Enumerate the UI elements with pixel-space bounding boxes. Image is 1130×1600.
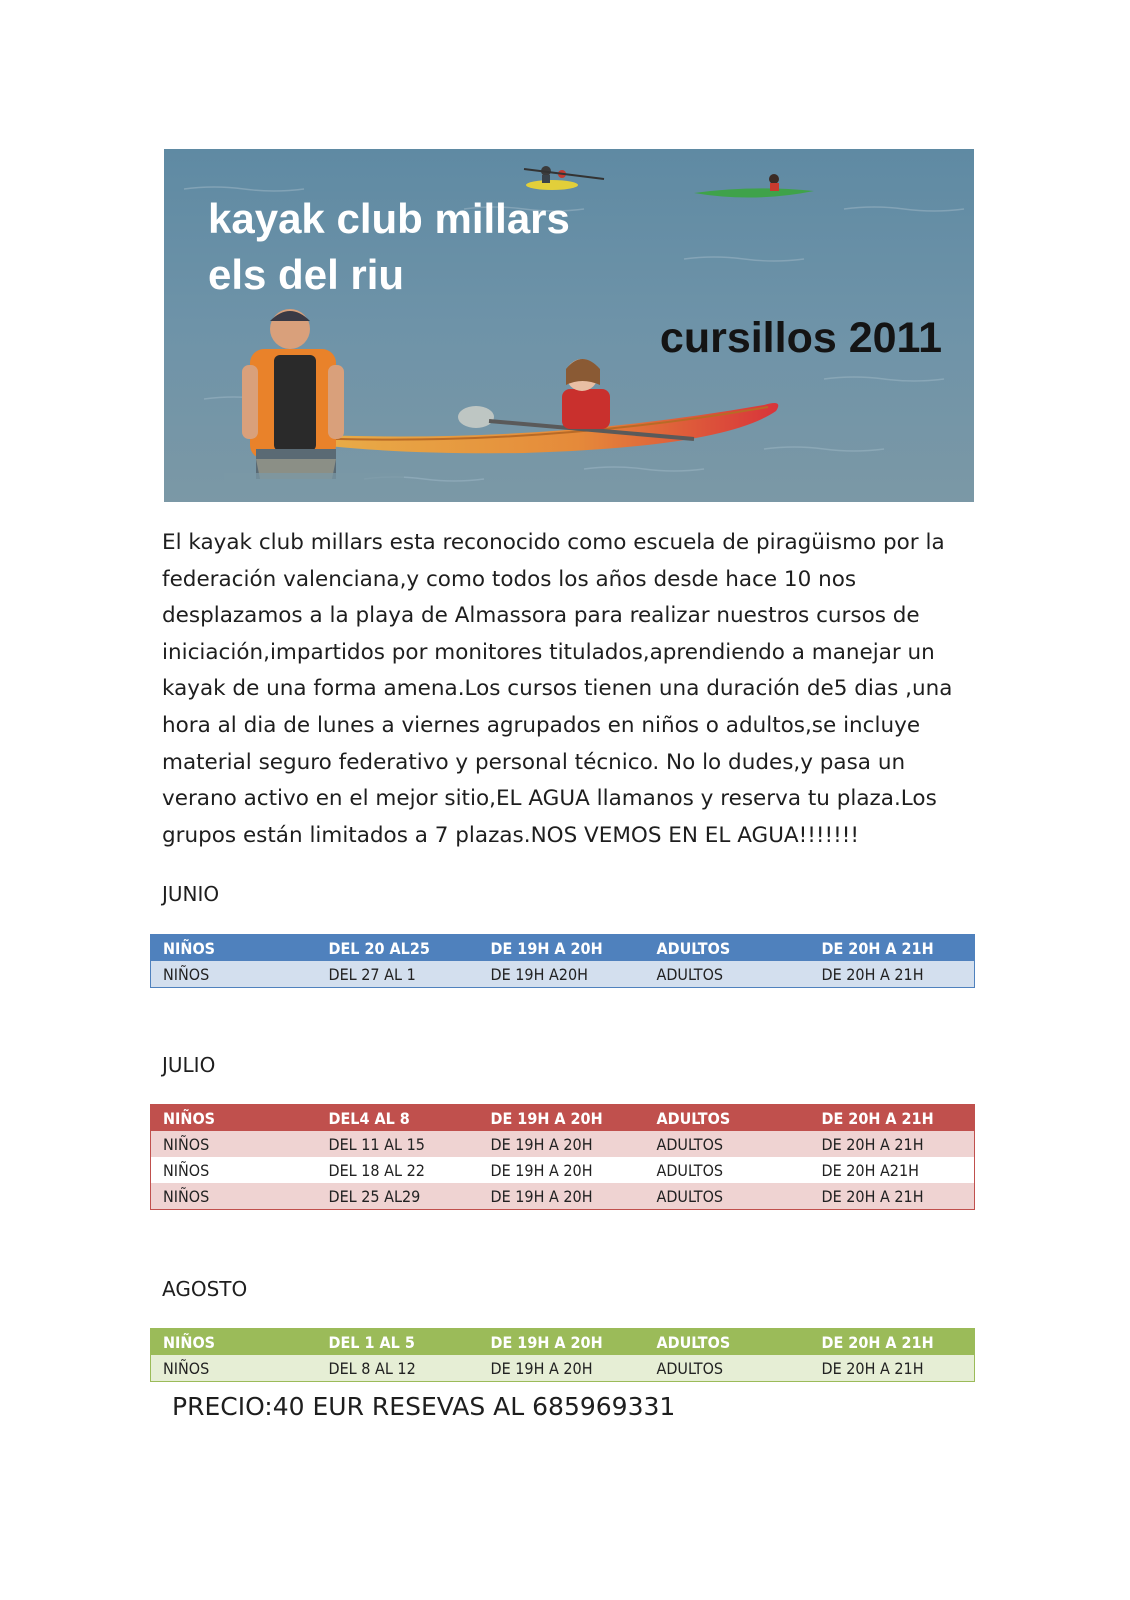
banner-photo (164, 149, 974, 502)
table-cell: DEL4 AL 8 (317, 1105, 479, 1132)
table-cell: ADULTOS (645, 961, 810, 988)
intro-line: material seguro federativo y personal técnico. No lo dudes,y pasa un (162, 749, 906, 775)
table-cell: NIÑOS (151, 935, 317, 962)
table-cell: NIÑOS (151, 1105, 317, 1132)
table-cell: DE 20H A 21H (810, 1131, 975, 1157)
table-cell: NIÑOS (151, 961, 317, 988)
table-header-row (151, 1329, 975, 1356)
intro-line: federación valenciana,y como todos los años desde hace 10 nos (162, 566, 857, 592)
table-row (151, 961, 975, 988)
table-cell: DE 19H A20H (479, 961, 645, 988)
intro-line: grupos están limitados a 7 plazas.NOS VEMOS EN EL AGUA!!!!!!! (162, 822, 859, 848)
table-cell: NIÑOS (151, 1329, 317, 1356)
schedule-table-agosto (150, 1328, 975, 1382)
table-cell: DEL 18 AL 22 (317, 1157, 479, 1183)
table-cell: DE 20H A21H (810, 1157, 975, 1183)
table-cell: DE 20H A 21H (810, 1183, 975, 1210)
table-cell: DE 19H A 20H (479, 1157, 645, 1183)
table-cell: NIÑOS (151, 1131, 317, 1157)
price-and-reservation: PRECIO:40 EUR RESEVAS AL 685969331 (172, 1392, 676, 1421)
table-cell: DE 20H A 21H (810, 935, 975, 962)
banner-title-line-1: kayak club millars (208, 195, 570, 242)
schedule-table-julio (150, 1104, 975, 1210)
table-cell: DEL 1 AL 5 (317, 1329, 479, 1356)
table-row (151, 1183, 975, 1210)
month-heading-junio: JUNIO (162, 882, 220, 906)
table-row (151, 1131, 975, 1157)
intro-line: hora al dia de lunes a viernes agrupados en niños o adultos,se incluye (162, 712, 921, 738)
intro-line: kayak de una forma amena.Los cursos tienen una duración de5 dias ,una (162, 676, 953, 702)
table-cell: DE 19H A 20H (479, 935, 645, 962)
table-cell: ADULTOS (645, 1329, 810, 1356)
table-cell: DE 19H A 20H (479, 1329, 645, 1356)
table-cell: DEL 25 AL29 (317, 1183, 479, 1210)
table-cell: NIÑOS (151, 1183, 317, 1210)
banner-title (208, 191, 570, 303)
intro-line: desplazamos a la playa de Almassora para realizar nuestros cursos de (162, 603, 920, 629)
month-heading-agosto: AGOSTO (162, 1277, 248, 1301)
table-cell: DE 20H A 21H (810, 961, 975, 988)
table-cell: ADULTOS (645, 1157, 810, 1183)
table-cell: DE 19H A 20H (479, 1131, 645, 1157)
intro-paragraph (162, 525, 982, 854)
table-header-row (151, 1105, 975, 1132)
month-heading-julio: JULIO (162, 1053, 216, 1077)
table-cell: DEL 11 AL 15 (317, 1131, 479, 1157)
table-cell: DE 19H A 20H (479, 1183, 645, 1210)
table-cell: DEL 20 AL25 (317, 935, 479, 962)
table-row (151, 1355, 975, 1382)
table-cell: DE 20H A 21H (810, 1355, 975, 1382)
banner-title-line-2: els del riu (208, 251, 405, 298)
table-cell: NIÑOS (151, 1355, 317, 1382)
intro-line: iniciación,impartidos por monitores titulados,aprendiendo a manejar un (162, 639, 935, 665)
table-cell: DE 20H A 21H (810, 1329, 975, 1356)
table-header-row (151, 935, 975, 962)
banner-subtitle: cursillos 2011 (659, 314, 942, 362)
table-cell: NIÑOS (151, 1157, 317, 1183)
intro-line: verano activo en el mejor sitio,EL AGUA llamanos y reserva tu plaza.Los (162, 786, 937, 812)
table-cell: DE 19H A 20H (479, 1105, 645, 1132)
table-cell: ADULTOS (645, 1183, 810, 1210)
table-cell: DE 20H A 21H (810, 1105, 975, 1132)
table-cell: ADULTOS (645, 1131, 810, 1157)
schedule-table-junio (150, 934, 975, 988)
table-row (151, 1157, 975, 1183)
table-cell: DEL 8 AL 12 (317, 1355, 479, 1382)
table-cell: DEL 27 AL 1 (317, 961, 479, 988)
table-cell: ADULTOS (645, 1105, 810, 1132)
intro-line: El kayak club millars esta reconocido como escuela de piragüismo por la (162, 530, 945, 555)
table-cell: ADULTOS (645, 935, 810, 962)
table-cell: ADULTOS (645, 1355, 810, 1382)
table-cell: DE 19H A 20H (479, 1355, 645, 1382)
